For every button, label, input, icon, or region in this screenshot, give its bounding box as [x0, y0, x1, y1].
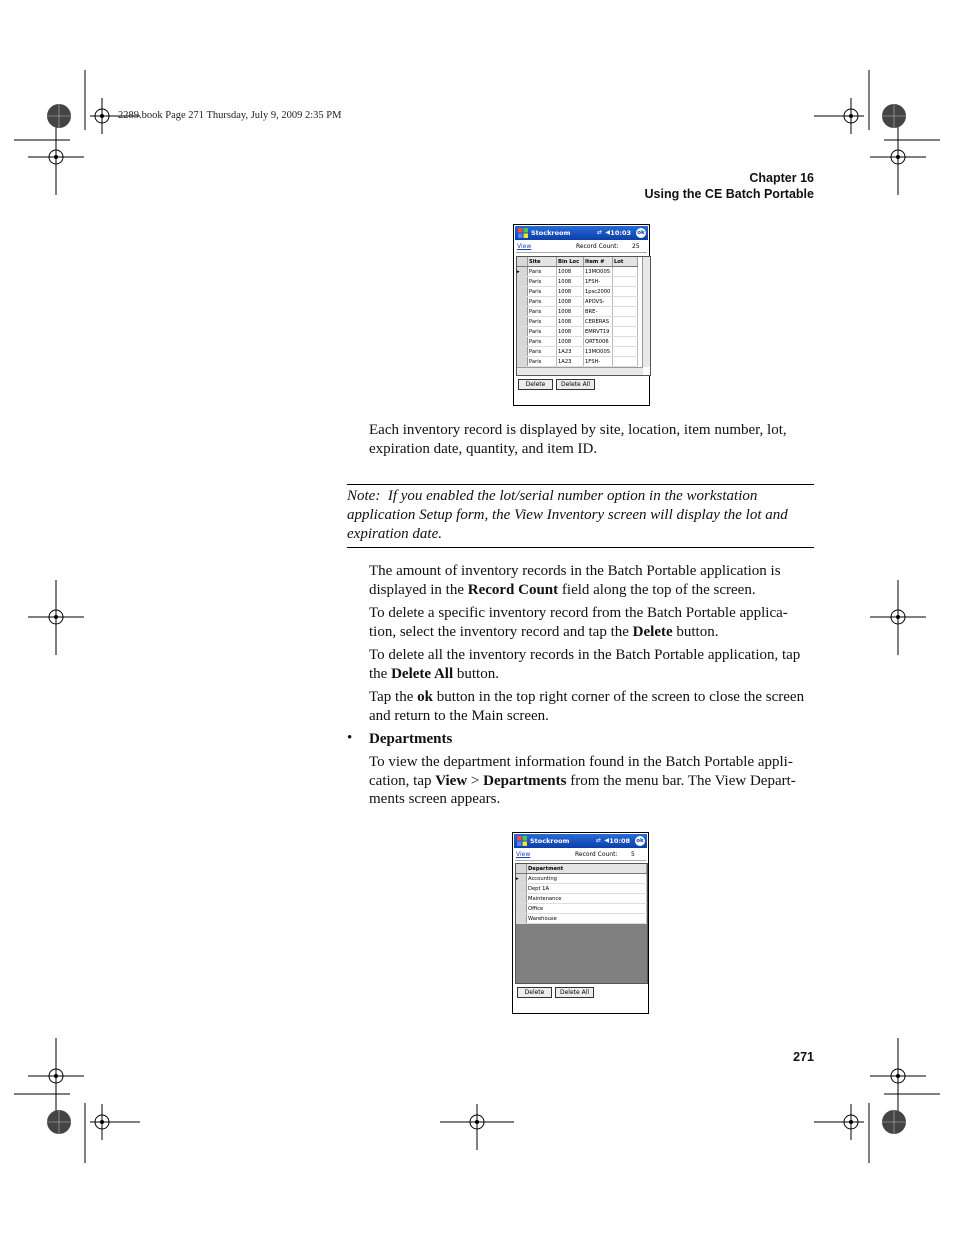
table-row[interactable] — [516, 904, 647, 914]
table-cell: Accounting — [527, 874, 647, 884]
inventory-table — [517, 257, 638, 367]
row-header[interactable] — [517, 287, 528, 297]
pda-titlebar — [514, 834, 647, 848]
chapter-number: Chapter 16 — [749, 171, 814, 185]
table-cell: 1FSH- — [584, 357, 613, 367]
pda-menu-bar — [515, 849, 646, 861]
table-row[interactable] — [516, 884, 647, 894]
col-lot[interactable]: Lot — [613, 257, 638, 267]
horizontal-scrollbar[interactable] — [517, 367, 643, 375]
pda-menu-bar — [516, 241, 647, 253]
table-cell: 1008 — [557, 337, 584, 347]
record-count-value: 25 — [632, 243, 640, 250]
row-header[interactable] — [516, 904, 527, 914]
col-item[interactable]: Item # — [584, 257, 613, 267]
departments-screenshot — [512, 832, 649, 1014]
table-cell: Paris — [528, 357, 557, 367]
row-header[interactable] — [517, 277, 528, 287]
col-bin-loc[interactable]: Bin Loc — [557, 257, 584, 267]
table-cell — [613, 307, 638, 317]
table-cell: Paris — [528, 327, 557, 337]
col-site[interactable]: Site — [528, 257, 557, 267]
bullet-icon: • — [347, 730, 353, 746]
table-cell: Paris — [528, 347, 557, 357]
row-header[interactable] — [516, 914, 527, 924]
table-row[interactable] — [517, 277, 638, 287]
table-cell: 1008 — [557, 307, 584, 317]
paragraph-delete-all: To delete all the inventory records in the Batch Portable application, tap the Delete All button. — [369, 647, 801, 682]
paragraph-record-count: The amount of inventory records in the Batch Portable application is displayed in the Record Count field along the top of the screen. — [369, 563, 781, 598]
vertical-scrollbar[interactable] — [642, 257, 650, 367]
row-header[interactable]: ▸ — [517, 267, 528, 277]
ok-button[interactable]: ok — [637, 230, 645, 236]
page-number: 271 — [793, 1050, 814, 1064]
table-row[interactable] — [517, 307, 638, 317]
speaker-icon: ◀ — [604, 837, 609, 844]
table-cell: 13MO00S — [584, 267, 613, 277]
departments-grid[interactable] — [515, 863, 648, 984]
table-cell: Paris — [528, 307, 557, 317]
pda-title: Stockroom — [531, 229, 571, 237]
inventory-grid[interactable] — [516, 256, 651, 376]
record-count-label: Record Count: — [575, 851, 618, 858]
row-header[interactable] — [517, 307, 528, 317]
paragraph-record-fields: Each inventory record is displayed by site, location, item number, lot, expiration date, quantity, and item ID. — [369, 422, 787, 457]
note-bottom-rule — [347, 547, 814, 548]
table-cell: Paris — [528, 297, 557, 307]
table-cell: 1008 — [557, 287, 584, 297]
table-cell: Maintenance — [527, 894, 647, 904]
row-header[interactable] — [517, 327, 528, 337]
table-cell: Office — [527, 904, 647, 914]
table-cell: 1008 — [557, 277, 584, 287]
pda-title: Stockroom — [530, 837, 570, 845]
row-header[interactable]: ▸ — [516, 874, 527, 884]
windows-start-icon — [517, 836, 527, 846]
table-cell: Paris — [528, 337, 557, 347]
delete-all-button[interactable]: Delete All — [555, 987, 594, 998]
table-cell — [613, 277, 638, 287]
col-department[interactable]: Department — [527, 864, 647, 874]
pda-time: 10:08 — [609, 837, 630, 845]
table-cell: Paris — [528, 277, 557, 287]
table-row[interactable] — [516, 914, 647, 924]
table-cell: APOVS- — [584, 297, 613, 307]
table-row[interactable] — [517, 267, 638, 277]
table-cell — [613, 297, 638, 307]
table-row[interactable] — [517, 327, 638, 337]
table-cell: EMRVT19 — [584, 327, 613, 337]
speaker-icon: ◀ — [605, 229, 610, 236]
table-cell — [613, 327, 638, 337]
row-header[interactable] — [517, 347, 528, 357]
record-count-value: 5 — [631, 851, 635, 858]
table-cell: Warehouse — [527, 914, 647, 924]
table-cell: BRE- — [584, 307, 613, 317]
table-cell: QRT5006 — [584, 337, 613, 347]
table-row[interactable] — [517, 297, 638, 307]
sync-icon: ⇄ — [595, 837, 601, 844]
pda-time: 10:03 — [610, 229, 631, 237]
table-cell: 1008 — [557, 297, 584, 307]
table-cell — [613, 267, 638, 277]
pda-titlebar — [515, 226, 648, 240]
note — [347, 487, 814, 544]
table-cell: 13MO00S — [584, 347, 613, 357]
delete-all-button[interactable]: Delete All — [556, 379, 595, 390]
table-cell — [613, 317, 638, 327]
paragraph-ok: Tap the ok button in the top right corner of the screen to close the screen and return to the Main screen. — [369, 689, 805, 724]
table-cell: 1008 — [557, 327, 584, 337]
table-cell: Paris — [528, 317, 557, 327]
paragraph-departments: To view the department information found in the Batch Portable appli-cation, tap View > Departments from the menu bar. The View Depart-ments screen appears. — [369, 754, 796, 807]
windows-start-icon — [518, 228, 528, 238]
table-cell: Paris — [528, 287, 557, 297]
table-cell: 1A23 — [557, 357, 584, 367]
inventory-screenshot — [513, 224, 650, 406]
note-label: Note: — [347, 488, 381, 504]
note-text: If you enabled the lot/serial number option in the workstation application Setup form, the View Inventory screen will display the lot and expiration date. — [347, 488, 788, 542]
row-header[interactable] — [517, 317, 528, 327]
departments-heading: Departments — [369, 731, 453, 747]
table-cell: 1psc2000 — [584, 287, 613, 297]
table-cell: CERERAS — [584, 317, 613, 327]
row-header[interactable] — [516, 894, 527, 904]
chapter-title: Using the CE Batch Portable — [644, 187, 814, 201]
note-top-rule — [347, 484, 814, 485]
delete-button[interactable]: Delete — [517, 987, 552, 998]
row-header[interactable] — [517, 337, 528, 347]
table-cell — [613, 347, 638, 357]
table-cell: 1008 — [557, 317, 584, 327]
table-row[interactable] — [517, 287, 638, 297]
table-row[interactable] — [516, 894, 647, 904]
book-meta: 2289.book Page 271 Thursday, July 9, 2009 2:35 PM — [118, 110, 342, 121]
ok-button[interactable]: ok — [636, 838, 644, 844]
table-cell: 1FSH- — [584, 277, 613, 287]
table-cell: 1008 — [557, 267, 584, 277]
table-cell: 1A23 — [557, 347, 584, 357]
row-header[interactable] — [517, 297, 528, 307]
view-menu[interactable]: View — [516, 851, 531, 858]
table-row[interactable] — [517, 347, 638, 357]
table-row[interactable] — [517, 317, 638, 327]
table-row[interactable] — [517, 357, 638, 367]
table-cell: Paris — [528, 267, 557, 277]
sync-icon: ⇄ — [596, 229, 602, 236]
paragraph-delete: To delete a specific inventory record from the Batch Portable applica-tion, select the inventory record and tap the Delete button. — [369, 605, 788, 640]
departments-table — [516, 864, 647, 924]
view-menu[interactable]: View — [517, 243, 532, 250]
table-cell — [613, 287, 638, 297]
table-cell — [613, 357, 638, 367]
table-cell: Dept 1A — [527, 884, 647, 894]
delete-button[interactable]: Delete — [518, 379, 553, 390]
table-row[interactable] — [516, 874, 647, 884]
table-cell — [613, 337, 638, 347]
table-row[interactable] — [517, 337, 638, 347]
row-header[interactable] — [516, 884, 527, 894]
record-count-label: Record Count: — [576, 243, 619, 250]
row-header[interactable] — [517, 357, 528, 367]
